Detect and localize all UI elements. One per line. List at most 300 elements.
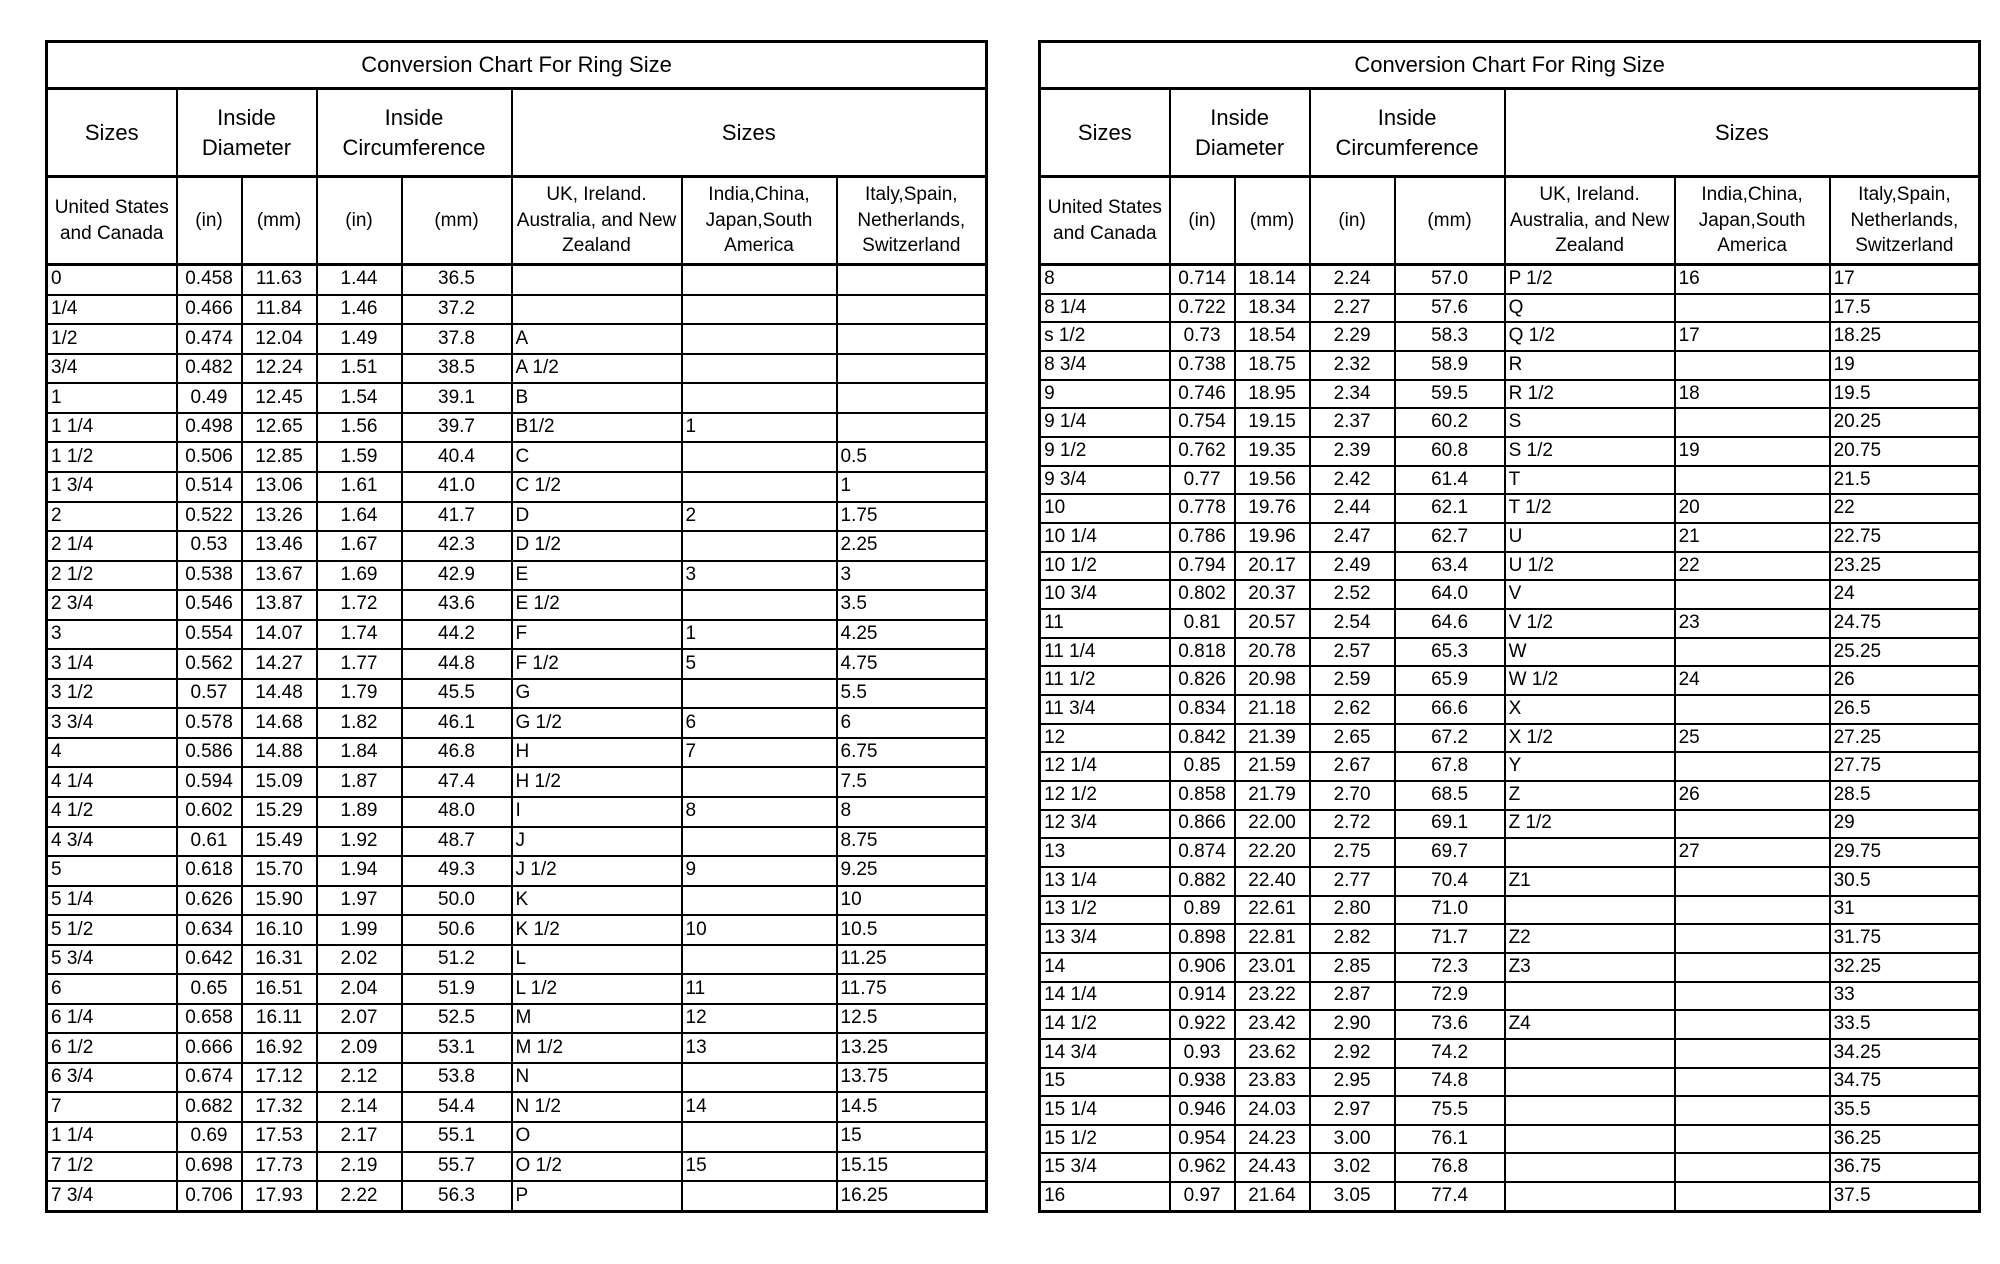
cell-india-size <box>1675 1096 1830 1125</box>
cell-italy-size: 31 <box>1830 896 1980 925</box>
cell-diameter-mm: 13.46 <box>242 531 317 561</box>
cell-circumference-mm: 41.0 <box>402 472 512 502</box>
cell-us-size: 3/4 <box>47 354 177 384</box>
table-row <box>47 797 987 827</box>
cell-circumference-in: 2.87 <box>1310 982 1395 1011</box>
cell-diameter-in: 0.762 <box>1170 437 1235 466</box>
cell-diameter-in: 0.73 <box>1170 322 1235 351</box>
cell-circumference-mm: 59.5 <box>1395 380 1505 409</box>
cell-diameter-mm: 18.14 <box>1235 265 1310 294</box>
cell-circumference-mm: 53.1 <box>402 1033 512 1063</box>
cell-uk-size: V <box>1505 580 1675 609</box>
cell-italy-size: 8.75 <box>837 827 987 857</box>
cell-us-size: 14 <box>1040 953 1170 982</box>
cell-us-size: 0 <box>47 265 177 295</box>
cell-us-size: 1 1/2 <box>47 442 177 472</box>
cell-uk-size: G 1/2 <box>512 708 682 738</box>
cell-india-size: 16 <box>1675 265 1830 294</box>
table-body <box>47 265 987 1212</box>
column-header-diameter-mm: (mm) <box>242 177 317 265</box>
cell-us-size: 13 1/4 <box>1040 867 1170 896</box>
cell-italy-size: 36.25 <box>1830 1125 1980 1154</box>
cell-us-size: 2 <box>47 502 177 532</box>
cell-india-size <box>682 1063 837 1093</box>
cell-diameter-mm: 15.09 <box>242 767 317 797</box>
cell-diameter-mm: 20.37 <box>1235 580 1310 609</box>
cell-us-size: 1/4 <box>47 295 177 325</box>
cell-circumference-mm: 60.8 <box>1395 437 1505 466</box>
cell-italy-size: 22.75 <box>1830 523 1980 552</box>
cell-india-size <box>1675 1182 1830 1211</box>
cell-diameter-mm: 20.78 <box>1235 638 1310 667</box>
cell-italy-size: 32.25 <box>1830 953 1980 982</box>
cell-italy-size: 0.5 <box>837 442 987 472</box>
cell-diameter-in: 0.802 <box>1170 580 1235 609</box>
cell-diameter-in: 0.554 <box>177 620 242 650</box>
cell-diameter-in: 0.682 <box>177 1092 242 1122</box>
table-row <box>47 413 987 443</box>
cell-india-size <box>1675 982 1830 1011</box>
cell-uk-size: Y <box>1505 752 1675 781</box>
cell-us-size: 3 3/4 <box>47 708 177 738</box>
cell-circumference-mm: 36.5 <box>402 265 512 295</box>
cell-italy-size: 31.75 <box>1830 924 1980 953</box>
cell-diameter-mm: 21.64 <box>1235 1182 1310 1211</box>
cell-circumference-mm: 40.4 <box>402 442 512 472</box>
cell-uk-size: O 1/2 <box>512 1152 682 1182</box>
cell-italy-size: 33.5 <box>1830 1010 1980 1039</box>
table-row <box>1040 896 1980 925</box>
cell-uk-size: X <box>1505 695 1675 724</box>
cell-us-size: 10 1/2 <box>1040 552 1170 581</box>
cell-italy-size: 9.25 <box>837 856 987 886</box>
cell-italy-size: 19 <box>1830 351 1980 380</box>
cell-italy-size: 6 <box>837 708 987 738</box>
cell-circumference-mm: 65.3 <box>1395 638 1505 667</box>
cell-circumference-in: 2.65 <box>1310 724 1395 753</box>
cell-circumference-mm: 44.2 <box>402 620 512 650</box>
cell-circumference-mm: 72.9 <box>1395 982 1505 1011</box>
cell-india-size: 1 <box>682 413 837 443</box>
cell-italy-size: 15 <box>837 1122 987 1152</box>
table-row <box>47 620 987 650</box>
cell-diameter-mm: 16.10 <box>242 915 317 945</box>
cell-us-size: 9 1/4 <box>1040 408 1170 437</box>
cell-us-size: 1 <box>47 383 177 413</box>
cell-circumference-in: 1.64 <box>317 502 402 532</box>
table-row <box>47 856 987 886</box>
table-row <box>47 502 987 532</box>
cell-diameter-in: 0.946 <box>1170 1096 1235 1125</box>
cell-circumference-in: 1.82 <box>317 708 402 738</box>
table-row <box>1040 609 1980 638</box>
cell-us-size: 12 <box>1040 724 1170 753</box>
table-row <box>1040 810 1980 839</box>
cell-circumference-in: 2.52 <box>1310 580 1395 609</box>
cell-uk-size: C 1/2 <box>512 472 682 502</box>
cell-italy-size: 13.75 <box>837 1063 987 1093</box>
cell-uk-size: T 1/2 <box>1505 494 1675 523</box>
table-row <box>47 354 987 384</box>
cell-circumference-mm: 71.7 <box>1395 924 1505 953</box>
cell-circumference-in: 2.95 <box>1310 1068 1395 1097</box>
cell-circumference-mm: 57.6 <box>1395 294 1505 323</box>
cell-us-size: 16 <box>1040 1182 1170 1211</box>
table-title: Conversion Chart For Ring Size <box>1040 42 1980 89</box>
cell-india-size: 23 <box>1675 609 1830 638</box>
cell-circumference-in: 2.75 <box>1310 838 1395 867</box>
cell-circumference-mm: 65.9 <box>1395 666 1505 695</box>
cell-italy-size: 13.25 <box>837 1033 987 1063</box>
cell-diameter-mm: 18.34 <box>1235 294 1310 323</box>
table-row <box>1040 466 1980 495</box>
cell-india-size: 22 <box>1675 552 1830 581</box>
cell-india-size: 1 <box>682 620 837 650</box>
cell-circumference-mm: 58.9 <box>1395 351 1505 380</box>
cell-italy-size <box>837 265 987 295</box>
cell-circumference-mm: 51.2 <box>402 945 512 975</box>
cell-uk-size: U 1/2 <box>1505 552 1675 581</box>
cell-circumference-in: 2.34 <box>1310 380 1395 409</box>
cell-circumference-in: 1.79 <box>317 679 402 709</box>
cell-diameter-mm: 15.29 <box>242 797 317 827</box>
cell-uk-size <box>1505 1096 1675 1125</box>
cell-uk-size: Q 1/2 <box>1505 322 1675 351</box>
cell-us-size: 12 3/4 <box>1040 810 1170 839</box>
cell-circumference-in: 1.56 <box>317 413 402 443</box>
cell-diameter-in: 0.954 <box>1170 1125 1235 1154</box>
cell-circumference-mm: 42.9 <box>402 561 512 591</box>
table-row <box>1040 294 1980 323</box>
cell-india-size <box>682 827 837 857</box>
cell-italy-size: 14.5 <box>837 1092 987 1122</box>
cell-uk-size: U <box>1505 523 1675 552</box>
cell-circumference-in: 2.59 <box>1310 666 1395 695</box>
cell-diameter-in: 0.77 <box>1170 466 1235 495</box>
cell-circumference-in: 1.49 <box>317 324 402 354</box>
cell-italy-size: 20.25 <box>1830 408 1980 437</box>
cell-circumference-in: 1.54 <box>317 383 402 413</box>
cell-us-size: 7 1/2 <box>47 1152 177 1182</box>
cell-india-size: 17 <box>1675 322 1830 351</box>
table-row <box>47 945 987 975</box>
cell-us-size: 3 1/2 <box>47 679 177 709</box>
cell-diameter-mm: 24.03 <box>1235 1096 1310 1125</box>
cell-us-size: 2 1/2 <box>47 561 177 591</box>
cell-circumference-mm: 44.8 <box>402 649 512 679</box>
cell-italy-size: 24.75 <box>1830 609 1980 638</box>
cell-us-size: 10 <box>1040 494 1170 523</box>
cell-circumference-in: 1.59 <box>317 442 402 472</box>
cell-us-size: 9 1/2 <box>1040 437 1170 466</box>
cell-india-size <box>1675 896 1830 925</box>
cell-us-size: 7 <box>47 1092 177 1122</box>
cell-uk-size: G <box>512 679 682 709</box>
cell-us-size: 6 <box>47 974 177 1004</box>
cell-diameter-in: 0.506 <box>177 442 242 472</box>
cell-india-size: 15 <box>682 1152 837 1182</box>
cell-italy-size: 26 <box>1830 666 1980 695</box>
cell-diameter-mm: 14.68 <box>242 708 317 738</box>
cell-india-size: 20 <box>1675 494 1830 523</box>
cell-diameter-in: 0.714 <box>1170 265 1235 294</box>
table-row <box>47 886 987 916</box>
cell-circumference-mm: 67.8 <box>1395 752 1505 781</box>
cell-us-size: 12 1/4 <box>1040 752 1170 781</box>
cell-diameter-in: 0.754 <box>1170 408 1235 437</box>
cell-italy-size: 8 <box>837 797 987 827</box>
cell-circumference-mm: 49.3 <box>402 856 512 886</box>
column-header-diameter-in: (in) <box>1170 177 1235 265</box>
table-row <box>1040 1096 1980 1125</box>
cell-us-size: 2 1/4 <box>47 531 177 561</box>
cell-uk-size: R 1/2 <box>1505 380 1675 409</box>
cell-us-size: 13 1/2 <box>1040 896 1170 925</box>
table-row <box>47 590 987 620</box>
cell-diameter-mm: 21.59 <box>1235 752 1310 781</box>
table-row <box>47 1181 987 1211</box>
cell-us-size: 15 3/4 <box>1040 1153 1170 1182</box>
cell-circumference-mm: 52.5 <box>402 1004 512 1034</box>
cell-circumference-in: 2.29 <box>1310 322 1395 351</box>
cell-us-size: 9 <box>1040 380 1170 409</box>
table-row <box>47 1033 987 1063</box>
cell-diameter-in: 0.89 <box>1170 896 1235 925</box>
cell-uk-size: Z1 <box>1505 867 1675 896</box>
cell-diameter-mm: 16.11 <box>242 1004 317 1034</box>
table-row <box>47 708 987 738</box>
cell-italy-size: 29 <box>1830 810 1980 839</box>
table-title-row <box>1040 42 1980 89</box>
cell-india-size <box>1675 351 1830 380</box>
cell-italy-size: 17.5 <box>1830 294 1980 323</box>
cell-diameter-mm: 23.42 <box>1235 1010 1310 1039</box>
table-row <box>1040 666 1980 695</box>
cell-uk-size <box>1505 1039 1675 1068</box>
cell-uk-size <box>1505 1153 1675 1182</box>
table-title-row <box>47 42 987 89</box>
cell-circumference-in: 2.49 <box>1310 552 1395 581</box>
cell-circumference-mm: 37.8 <box>402 324 512 354</box>
cell-circumference-mm: 69.7 <box>1395 838 1505 867</box>
cell-diameter-in: 0.842 <box>1170 724 1235 753</box>
cell-diameter-in: 0.65 <box>177 974 242 1004</box>
cell-us-size: 13 <box>1040 838 1170 867</box>
cell-circumference-in: 2.17 <box>317 1122 402 1152</box>
cell-circumference-mm: 67.2 <box>1395 724 1505 753</box>
cell-italy-size: 4.25 <box>837 620 987 650</box>
cell-india-size <box>682 531 837 561</box>
cell-italy-size: 2.25 <box>837 531 987 561</box>
cell-uk-size: X 1/2 <box>1505 724 1675 753</box>
cell-uk-size: Z2 <box>1505 924 1675 953</box>
cell-us-size: 8 <box>1040 265 1170 294</box>
table-row <box>1040 322 1980 351</box>
cell-diameter-in: 0.85 <box>1170 752 1235 781</box>
cell-circumference-mm: 47.4 <box>402 767 512 797</box>
cell-us-size: 10 1/4 <box>1040 523 1170 552</box>
cell-diameter-mm: 22.61 <box>1235 896 1310 925</box>
cell-us-size: 1/2 <box>47 324 177 354</box>
cell-diameter-in: 0.61 <box>177 827 242 857</box>
cell-diameter-in: 0.458 <box>177 265 242 295</box>
cell-diameter-mm: 20.57 <box>1235 609 1310 638</box>
cell-circumference-in: 2.44 <box>1310 494 1395 523</box>
cell-circumference-in: 3.00 <box>1310 1125 1395 1154</box>
cell-diameter-mm: 19.35 <box>1235 437 1310 466</box>
cell-india-size <box>1675 810 1830 839</box>
cell-circumference-mm: 53.8 <box>402 1063 512 1093</box>
cell-diameter-mm: 13.06 <box>242 472 317 502</box>
table-row <box>47 561 987 591</box>
cell-diameter-in: 0.474 <box>177 324 242 354</box>
cell-italy-size: 23.25 <box>1830 552 1980 581</box>
table-row <box>47 442 987 472</box>
cell-diameter-in: 0.674 <box>177 1063 242 1093</box>
cell-circumference-in: 2.62 <box>1310 695 1395 724</box>
cell-circumference-mm: 46.8 <box>402 738 512 768</box>
cell-circumference-mm: 39.1 <box>402 383 512 413</box>
cell-circumference-mm: 37.2 <box>402 295 512 325</box>
cell-india-size: 13 <box>682 1033 837 1063</box>
header-sizes-right: Sizes <box>1505 89 1980 177</box>
cell-india-size <box>1675 867 1830 896</box>
cell-circumference-mm: 50.6 <box>402 915 512 945</box>
cell-circumference-in: 2.77 <box>1310 867 1395 896</box>
cell-italy-size: 22 <box>1830 494 1980 523</box>
column-header-circumference-in: (in) <box>1310 177 1395 265</box>
table-header <box>1040 42 1980 265</box>
header-inside-diameter: Inside Diameter <box>177 89 317 177</box>
cell-circumference-in: 2.12 <box>317 1063 402 1093</box>
cell-us-size: 1 1/4 <box>47 1122 177 1152</box>
cell-us-size: 8 1/4 <box>1040 294 1170 323</box>
cell-uk-size: L 1/2 <box>512 974 682 1004</box>
cell-italy-size: 18.25 <box>1830 322 1980 351</box>
cell-us-size: 15 <box>1040 1068 1170 1097</box>
cell-italy-size: 27.25 <box>1830 724 1980 753</box>
cell-circumference-mm: 48.7 <box>402 827 512 857</box>
cell-india-size <box>682 590 837 620</box>
cell-india-size: 2 <box>682 502 837 532</box>
cell-circumference-in: 2.32 <box>1310 351 1395 380</box>
cell-circumference-mm: 46.1 <box>402 708 512 738</box>
table-row <box>1040 380 1980 409</box>
cell-diameter-mm: 17.93 <box>242 1181 317 1211</box>
cell-italy-size: 1.75 <box>837 502 987 532</box>
cell-circumference-mm: 45.5 <box>402 679 512 709</box>
column-header-italy: Italy,Spain, Netherlands, Switzerland <box>1830 177 1980 265</box>
cell-circumference-in: 2.80 <box>1310 896 1395 925</box>
cell-india-size <box>1675 1153 1830 1182</box>
cell-india-size: 18 <box>1675 380 1830 409</box>
cell-diameter-in: 0.666 <box>177 1033 242 1063</box>
table-row <box>1040 638 1980 667</box>
cell-diameter-in: 0.866 <box>1170 810 1235 839</box>
cell-diameter-in: 0.642 <box>177 945 242 975</box>
cell-italy-size: 24 <box>1830 580 1980 609</box>
header-sizes-left: Sizes <box>1040 89 1170 177</box>
cell-india-size <box>682 886 837 916</box>
cell-diameter-in: 0.482 <box>177 354 242 384</box>
table-row <box>1040 351 1980 380</box>
column-header-circumference-mm: (mm) <box>402 177 512 265</box>
cell-circumference-mm: 43.6 <box>402 590 512 620</box>
cell-italy-size: 29.75 <box>1830 838 1980 867</box>
cell-circumference-in: 2.04 <box>317 974 402 1004</box>
cell-circumference-in: 1.89 <box>317 797 402 827</box>
cell-italy-size: 10.5 <box>837 915 987 945</box>
table-row <box>1040 1010 1980 1039</box>
cell-diameter-mm: 23.62 <box>1235 1039 1310 1068</box>
cell-italy-size: 36.75 <box>1830 1153 1980 1182</box>
cell-italy-size: 3.5 <box>837 590 987 620</box>
cell-italy-size: 33 <box>1830 982 1980 1011</box>
cell-circumference-in: 2.90 <box>1310 1010 1395 1039</box>
cell-us-size: 4 1/2 <box>47 797 177 827</box>
table-row <box>47 974 987 1004</box>
cell-circumference-in: 2.22 <box>317 1181 402 1211</box>
cell-diameter-in: 0.466 <box>177 295 242 325</box>
header-sizes-left: Sizes <box>47 89 177 177</box>
cell-us-size: 6 3/4 <box>47 1063 177 1093</box>
table-row <box>1040 695 1980 724</box>
ring-size-table-right <box>1038 40 1981 1213</box>
cell-circumference-in: 1.84 <box>317 738 402 768</box>
cell-uk-size <box>512 295 682 325</box>
table-row <box>1040 1153 1980 1182</box>
cell-india-size <box>1675 408 1830 437</box>
cell-india-size: 12 <box>682 1004 837 1034</box>
cell-india-size <box>1675 466 1830 495</box>
cell-diameter-in: 0.522 <box>177 502 242 532</box>
cell-circumference-mm: 55.7 <box>402 1152 512 1182</box>
cell-uk-size: H <box>512 738 682 768</box>
cell-diameter-mm: 14.48 <box>242 679 317 709</box>
cell-diameter-in: 0.826 <box>1170 666 1235 695</box>
cell-india-size: 6 <box>682 708 837 738</box>
table-row <box>1040 924 1980 953</box>
cell-uk-size <box>1505 1125 1675 1154</box>
cell-diameter-in: 0.874 <box>1170 838 1235 867</box>
cell-italy-size: 20.75 <box>1830 437 1980 466</box>
cell-uk-size <box>1505 982 1675 1011</box>
cell-circumference-mm: 54.4 <box>402 1092 512 1122</box>
cell-italy-size: 34.75 <box>1830 1068 1980 1097</box>
cell-uk-size: F 1/2 <box>512 649 682 679</box>
cell-circumference-in: 1.69 <box>317 561 402 591</box>
cell-india-size <box>682 1122 837 1152</box>
cell-diameter-in: 0.722 <box>1170 294 1235 323</box>
cell-circumference-mm: 74.8 <box>1395 1068 1505 1097</box>
cell-diameter-in: 0.618 <box>177 856 242 886</box>
cell-circumference-in: 2.42 <box>1310 466 1395 495</box>
cell-india-size <box>682 945 837 975</box>
cell-diameter-mm: 24.43 <box>1235 1153 1310 1182</box>
cell-circumference-in: 1.44 <box>317 265 402 295</box>
cell-italy-size <box>837 413 987 443</box>
cell-diameter-in: 0.746 <box>1170 380 1235 409</box>
cell-diameter-mm: 21.18 <box>1235 695 1310 724</box>
group-header-row <box>1040 89 1980 177</box>
table-row <box>47 1122 987 1152</box>
cell-us-size: 8 3/4 <box>1040 351 1170 380</box>
cell-circumference-in: 1.74 <box>317 620 402 650</box>
cell-circumference-mm: 68.5 <box>1395 781 1505 810</box>
cell-us-size: s 1/2 <box>1040 322 1170 351</box>
cell-circumference-in: 2.37 <box>1310 408 1395 437</box>
cell-diameter-mm: 13.87 <box>242 590 317 620</box>
